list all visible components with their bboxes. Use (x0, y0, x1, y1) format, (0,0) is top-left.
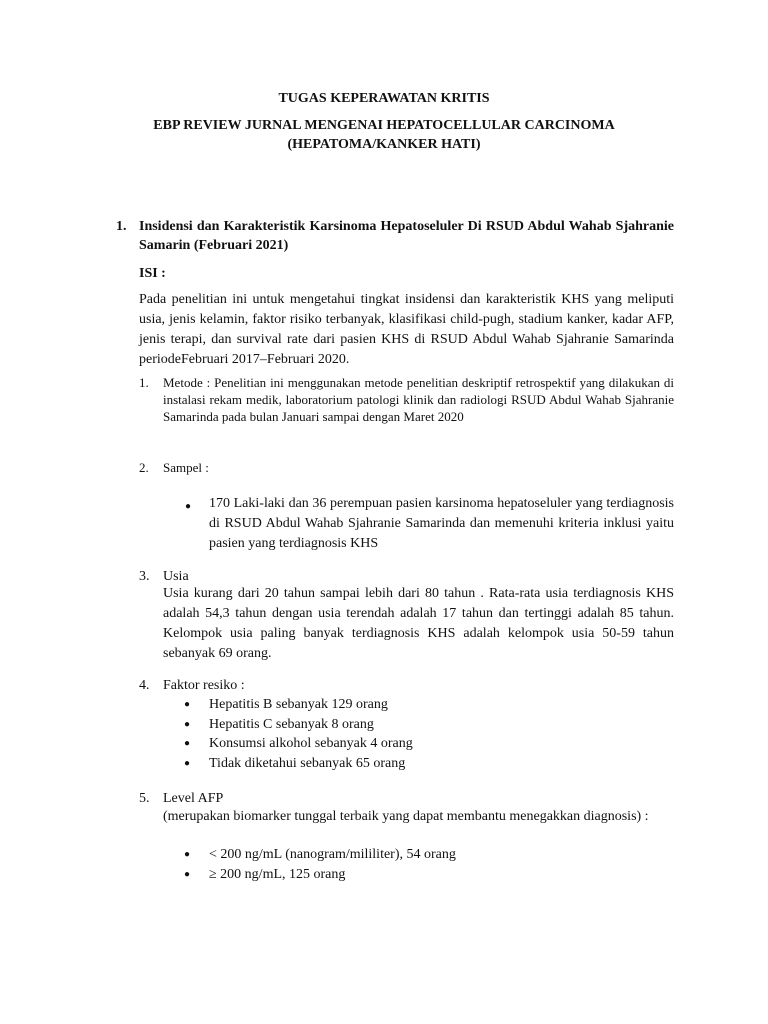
document-subtitle-paren: (HEPATOMA/KANKER HATI) (287, 137, 481, 152)
afp-text: (merupakan biomarker tunggal terbaik yang dapat membantu menegakkan diagnosis) : (163, 809, 649, 824)
faktor-item-text: Hepatitis C sebanyak 8 orang (209, 716, 374, 732)
sampel-bullet-icon: ● (185, 501, 192, 512)
usia-number: 3. (139, 569, 150, 584)
faktor-item (184, 754, 413, 774)
afp-number: 5. (139, 791, 150, 806)
faktor-item-text: Tidak diketahui sebanyak 65 orang (209, 755, 406, 771)
document-title: TUGAS KEPERAWATAN KRITIS (278, 91, 490, 106)
afp-item (184, 865, 456, 885)
afp-label: Level AFP (163, 791, 224, 806)
bullet-icon: ● (184, 699, 191, 710)
section-title: Insidensi dan Karakteristik Karsinoma Hepatoseluler Di RSUD Abdul Wahab Sjahranie Samarin (Februari 2021) (139, 219, 674, 253)
afp-item-text: ≥ 200 ng/mL, 125 orang (209, 866, 346, 882)
document-subtitle: EBP REVIEW JURNAL MENGENAI HEPATOCELLULAR CARCINOMA (153, 118, 615, 133)
metode-number: 1. (139, 375, 149, 390)
faktor-number: 4. (139, 678, 150, 693)
bullet-icon: ● (184, 718, 191, 730)
usia-label: Usia (163, 569, 189, 584)
afp-list (184, 845, 456, 884)
isi-label: ISI : (139, 266, 166, 281)
afp-item-text: < 200 ng/mL (nanogram/mililiter), 54 orang (209, 847, 456, 862)
usia-text: Usia kurang dari 20 tahun sampai lebih dari 80 tahun . Rata-rata usia terdiagnosis KHS adalah 54,3 tahun dengan usia terendah adalah 17 tahun dan tertinggi adalah 85 tahun. Kelompok usia paling banyak terdiagnosis KHS adalah kelompok usia 50-59 tahun sebanyak 69 orang. (163, 586, 674, 661)
afp-item (184, 845, 456, 865)
faktor-label: Faktor resiko : (163, 678, 245, 693)
section-number: 1. (116, 219, 127, 234)
bullet-icon: ● (184, 849, 191, 860)
bullet-icon: ● (184, 738, 191, 749)
bullet-icon: ● (184, 757, 191, 769)
sampel-bullet-text: 170 Laki-laki dan 36 perempuan pasien karsinoma hepatoseluler yang terdiagnosis di RSUD Abdul Wahab Sjahranie Samarinda dan memenuhi kriteria inklusi yaitu pasien yang terdiagnosis KHS (209, 496, 674, 551)
intro-paragraph: Pada penelitian ini untuk mengetahui tingkat insidensi dan karakteristik KHS yang meliputi usia, jenis kelamin, faktor risiko terbanyak, klasifikasi child-pugh, stadium kanker, kadar AFP, jenis terapi, dan survival rate dari pasien KHS di RSUD Abdul Wahab Sjahranie Samarinda periodeFebruari 2017–Februari 2020. (139, 292, 674, 367)
faktor-item (184, 734, 413, 754)
metode-text: Metode : Penelitian ini menggunakan metode penelitian deskriptif retrospektif yang dilakukan di instalasi rekam medik, laboratorium patologi klinik dan radiologi RSUD Abdul Wahab Sjahranie Samarinda pada bulan Januari sampai dengan Maret 2020 (163, 375, 674, 424)
sampel-number: 2. (139, 460, 149, 475)
faktor-item (184, 715, 413, 735)
faktor-list (184, 695, 413, 773)
faktor-item-text: Konsumsi alkohol sebanyak 4 orang (209, 736, 413, 751)
faktor-item-text: Hepatitis B sebanyak 129 orang (209, 697, 388, 712)
bullet-icon: ● (184, 868, 191, 880)
faktor-item (184, 695, 413, 715)
sampel-label: Sampel : (163, 460, 209, 475)
